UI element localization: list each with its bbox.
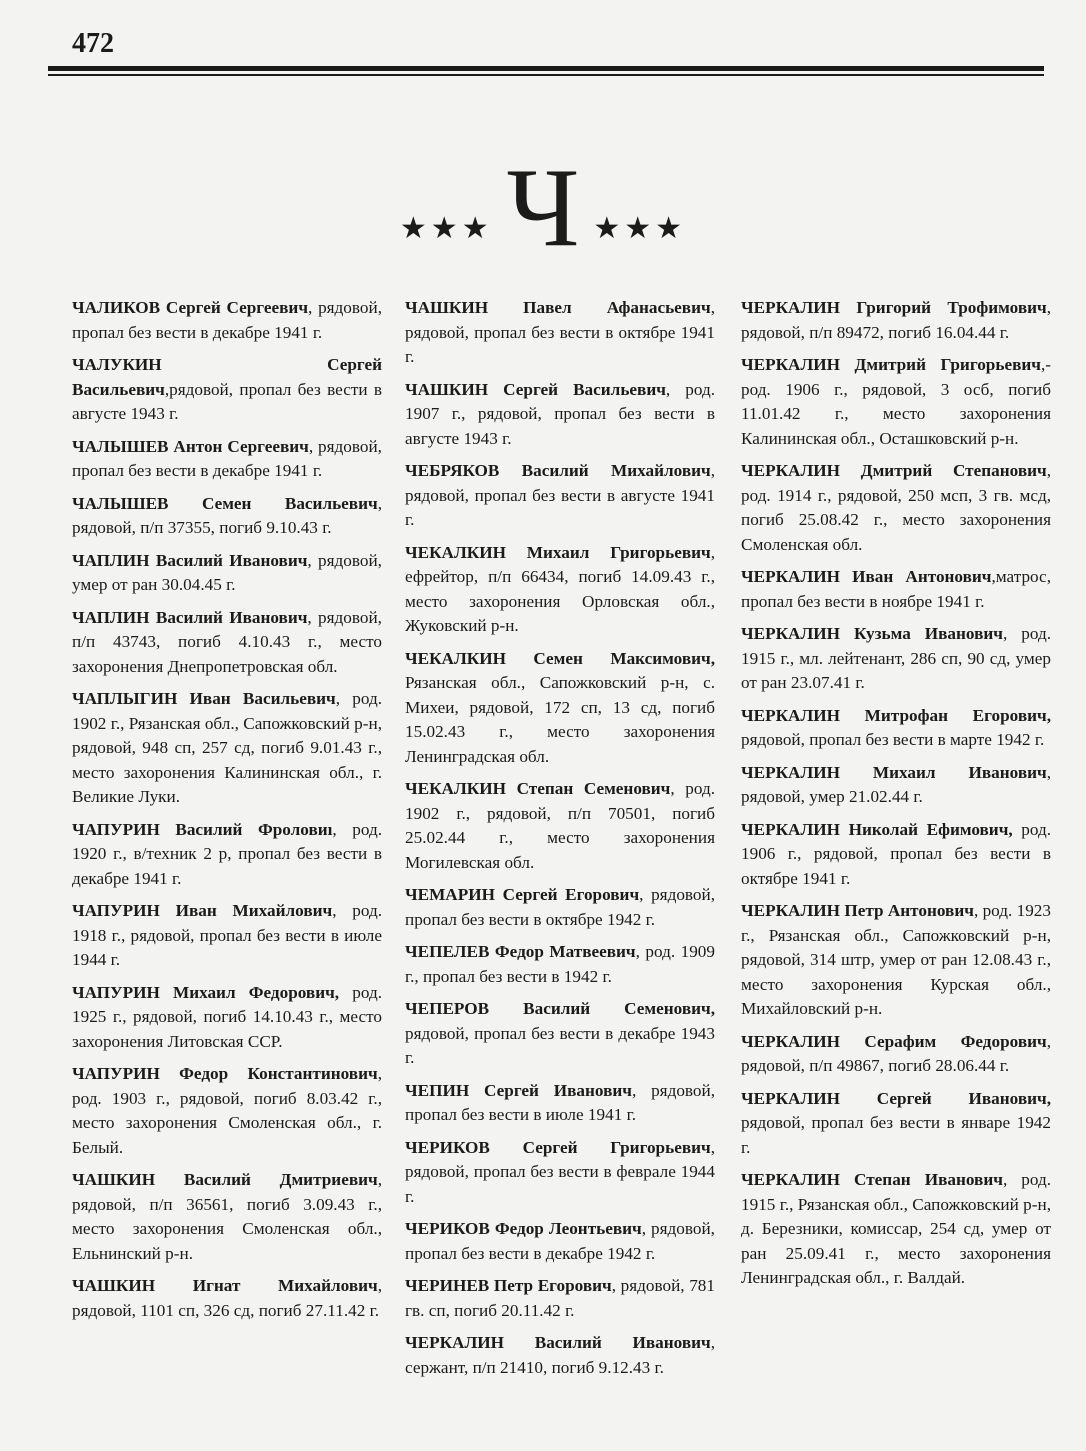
- entry: [72, 353, 382, 427]
- entry-details: ,- род. 1906 г., рядовой, 3 осб, погиб 11.01.42 г., место захоронения Калининская обл., Осташковский р-н.: [741, 355, 1051, 448]
- entry-name: ЧЕКАЛКИН Семен Максимович,: [405, 648, 715, 668]
- stars-right: ★★★: [593, 211, 687, 246]
- entry: [741, 761, 1051, 810]
- entry: [405, 647, 715, 770]
- entry-name: ЧЕРКАЛИН Серафим Федорович: [741, 1031, 1047, 1051]
- entry-name: ЧАПЛИН Василий Иванович: [72, 607, 308, 627]
- entry: [741, 459, 1051, 557]
- entry-name: ЧЕРИНЕВ Петр Егорович: [405, 1276, 612, 1295]
- entry: [72, 435, 382, 484]
- entry-name: ЧЕРКАЛИН Михаил Иванович: [741, 762, 1047, 782]
- entry-name: ЧЕРИКОВ Сергей Григорьевич: [405, 1137, 711, 1157]
- entry-details: , рядовой, 1101 сп, 326 сд, погиб 27.11.42 г.: [72, 1276, 382, 1320]
- entry-name: ЧАШКИН Сергей Васильевич: [405, 379, 666, 399]
- entry-name: ЧАЛУКИН Сергей Васильевич: [72, 355, 382, 399]
- entry: [72, 492, 382, 541]
- entry-details: , рядовой, пропал без вести в октябре 1942 г.: [405, 885, 715, 929]
- entry: [72, 606, 382, 680]
- entry-name: ЧЕРКАЛИН Кузьма Иванович: [741, 624, 1003, 643]
- column-3: [741, 296, 1051, 1299]
- entry-details: , род. 1902 г., рядовой, п/п 70501, погиб 25.02.44 г., место захоронения Могилевская обл.: [405, 779, 715, 872]
- entry-details: , рядовой, п/п 43743, погиб 4.10.43 г., место захоронения Днепропетровская обл.: [72, 607, 382, 676]
- entry-name: ЧАЛЫШЕВ Антон Сергеевич: [72, 436, 309, 456]
- entry-details: рядовой, пропал без вести в марте 1942 г.: [741, 730, 1045, 749]
- entry-details: , род. 1902 г., Рязанская обл., Сапожковский р-н, рядовой, 948 сп, 257 сд, погиб 9.01.43 г., место захоронения Калининская обл., г. Великие Луки.: [72, 689, 382, 806]
- entry-name: ЧЕРИКОВ Федор Леонтьевич: [405, 1219, 642, 1238]
- header-rule-thick: [48, 66, 1044, 71]
- entry: [72, 981, 382, 1055]
- entry-name: ЧАШКИН Павел Афанасьевич: [405, 298, 711, 317]
- entry-name: ЧЕПИН Сергей Иванович: [405, 1080, 632, 1100]
- entry: [72, 1062, 382, 1160]
- entry-details: , рядовой, пропал без вести в декабре 1941 г.: [72, 298, 382, 342]
- entry: [72, 549, 382, 598]
- entry-details: , род. 1914 г., рядовой, 250 мсп, 3 гв. мсд, погиб 25.08.42 г., место захоронения Смоленская обл.: [741, 461, 1051, 554]
- page-number: 472: [72, 28, 114, 59]
- entry-name: ЧЕРКАЛИН Петр Антонович: [741, 901, 974, 920]
- entry-details: , рядовой, пропал без вести в феврале 1944 г.: [405, 1137, 715, 1206]
- entry: [405, 883, 715, 932]
- entry-details: , рядовой, 781 гв. сп, погиб 20.11.42 г.: [405, 1276, 715, 1320]
- entry-name: ЧЕРКАЛИН Митрофан Егорович,: [741, 705, 1051, 725]
- entry: [405, 378, 715, 452]
- entry: [405, 997, 715, 1071]
- entry-details: , род. 1903 г., рядовой, погиб 8.03.42 г., место захоронения Смоленская обл., г. Белый.: [72, 1064, 382, 1157]
- entry-details: , род. 1918 г., рядовой, пропал без вести в июле 1944 г.: [72, 901, 383, 969]
- entry-details: , рядовой, умер 21.02.44 г.: [741, 762, 1051, 806]
- entry-details: , рядовой, п/п 89472, погиб 16.04.44 г.: [741, 298, 1051, 342]
- entry: [741, 622, 1051, 696]
- entry-details: , ефрейтор, п/п 66434, погиб 14.09.43 г., место захоронения Орловская обл., Жуковский р-н.: [405, 542, 715, 635]
- entry: [405, 1079, 715, 1128]
- entry-name: ЧЕРКАЛИН Дмитрий Григорьевич: [741, 355, 1041, 374]
- section-letter: Ч: [506, 146, 580, 270]
- entry-details: , рядовой, пропал без вести в декабре 1941 г.: [72, 436, 382, 480]
- entry: [405, 940, 715, 989]
- entry-name: ЧАЛИКОВ Сергей Сергеевич: [72, 298, 309, 317]
- entry: [741, 818, 1051, 892]
- entry: [405, 296, 715, 370]
- entry-name: ЧАПЛЫГИН Иван Васильевич: [72, 689, 336, 708]
- entry-name: ЧАПУРИН Федор Константинович: [72, 1064, 378, 1083]
- entry-details: , рядовой, умер от ран 30.04.45 г.: [72, 550, 382, 594]
- entry-details: ,матрос, пропал без вести в ноябре 1941 г.: [741, 567, 1051, 611]
- entry: [741, 296, 1051, 345]
- entry-name: ЧАПЛИН Василий Иванович: [72, 550, 308, 570]
- entry-details: , рядовой, пропал без вести в декабре 1942 г.: [405, 1219, 715, 1263]
- entry-details: , рядовой, п/п 36561, погиб 3.09.43 г., место захоронения Смоленская обл., Ельнинский р-н.: [72, 1170, 382, 1263]
- entry-name: ЧАШКИН Василий Дмитриевич: [72, 1170, 378, 1189]
- entry: [741, 704, 1051, 753]
- entry-details: род. 1925 г., рядовой, погиб 14.10.43 г., место захоронения Литовская ССР.: [72, 982, 382, 1051]
- entry: [405, 1274, 715, 1323]
- entry-details: , род. 1920 г., в/техник 2 р, пропал без вести в декабре 1941 г.: [72, 819, 383, 888]
- entry-name: ЧЕРКАЛИН Николай Ефимович,: [741, 819, 1013, 839]
- entry: [741, 353, 1051, 451]
- column-1: [72, 296, 382, 1331]
- entry-details: , род. 1923 г., Рязанская обл., Сапожковский р-н, рядовой, 314 штр, умер от ран 12.08.43 г., место захоронения Курская обл., Михайловский р-н.: [741, 901, 1051, 1018]
- entry: [741, 1168, 1051, 1291]
- entry-name: ЧЕРКАЛИН Григорий Трофимович: [741, 298, 1047, 317]
- stars-left: ★★★: [399, 211, 493, 246]
- entry: [741, 899, 1051, 1022]
- entry: [405, 1217, 715, 1266]
- entry-details: , род. 1915 г., Рязанская обл., Сапожковский р-н, д. Березники, комиссар, 254 сд, умер от ран 25.09.41 г., место захоронения Ленинградская обл., г. Валдай.: [741, 1170, 1052, 1287]
- entry: [72, 1168, 382, 1266]
- entry-name: ЧАШКИН Игнат Михайлович: [72, 1276, 378, 1295]
- entry-name: ЧЕРКАЛИН Иван Антонович: [741, 567, 992, 586]
- entry-name: ЧЕРКАЛИН Дмитрий Степанович: [741, 461, 1047, 480]
- entry: [741, 1030, 1051, 1079]
- entry-name: ЧЕКАЛКИН Степан Семенович: [405, 779, 671, 798]
- entry-name: ЧАПУРИН Василий Фроловиı: [72, 819, 333, 839]
- entry-details: , рядовой, пропал без вести в июле 1941 г.: [405, 1080, 715, 1124]
- entry-details: , сержант, п/п 21410, погиб 9.12.43 г.: [405, 1333, 715, 1377]
- entry-details: ,рядовой, пропал без вести в августе 1943 г.: [72, 379, 382, 423]
- column-2: [405, 296, 715, 1388]
- entry: [405, 1136, 715, 1210]
- entry-name: ЧАПУРИН Иван Михайлович: [72, 901, 333, 920]
- entry: [72, 296, 382, 345]
- entry-details: рядовой, пропал без вести в декабре 1943 г.: [405, 1023, 715, 1067]
- section-heading: [0, 146, 1086, 270]
- entry: [405, 541, 715, 639]
- entry-details: , рядовой, пропал без вести в августе 1941 г.: [405, 461, 715, 529]
- entry-name: ЧЕРКАЛИН Степан Иванович: [741, 1170, 1003, 1189]
- entry-details: Рязанская обл., Сапожковский р-н, с. Михеи, рядовой, 172 сп, 13 сд, погиб 15.02.43 г., место захоронения Ленинградская обл.: [405, 673, 715, 766]
- entry: [72, 687, 382, 810]
- entry-details: , род. 1915 г., мл. лейтенант, 286 сп, 90 сд, умер от ран 23.07.41 г.: [741, 624, 1052, 692]
- entry-name: ЧАПУРИН Михаил Федорович,: [72, 982, 340, 1002]
- entry-details: род. 1906 г., рядовой, пропал без вести в октябре 1941 г.: [741, 819, 1051, 888]
- entry-name: ЧЕКАЛКИН Михаил Григорьевич: [405, 542, 711, 562]
- entry: [72, 818, 382, 892]
- entry-name: ЧЕМАРИН Сергей Егорович: [405, 885, 640, 904]
- entry: [405, 1331, 715, 1380]
- entry: [405, 777, 715, 875]
- entry-name: ЧАЛЫШЕВ Семен Васильевич: [72, 493, 378, 513]
- entry-details: , род. 1909 г., пропал без вести в 1942 г.: [405, 942, 715, 986]
- entry: [741, 565, 1051, 614]
- entry-name: ЧЕРКАЛИН Сергей Иванович,: [741, 1088, 1051, 1108]
- entry-details: , рядовой, п/п 37355, погиб 9.10.43 г.: [72, 493, 382, 537]
- entry-details: рядовой, пропал без вести в январе 1942 г.: [741, 1113, 1051, 1157]
- entry-details: , рядовой, п/п 49867, погиб 28.06.44 г.: [741, 1031, 1051, 1075]
- entry-name: ЧЕПЕЛЕВ Федор Матвеевич: [405, 942, 636, 961]
- entry: [72, 1274, 382, 1323]
- entry-details: , род. 1907 г., рядовой, пропал без вести в августе 1943 г.: [405, 379, 715, 448]
- header-rule-thin: [48, 74, 1044, 76]
- entry: [72, 899, 382, 973]
- entry-name: ЧЕРКАЛИН Василий Иванович: [405, 1333, 711, 1352]
- entry: [741, 1087, 1051, 1161]
- entry-details: , рядовой, пропал без вести в октябре 1941 г.: [405, 298, 715, 366]
- entry-name: ЧЕБРЯКОВ Василий Михайлович: [405, 461, 711, 480]
- entry: [405, 459, 715, 533]
- entry-name: ЧЕПЕРОВ Василий Семенович,: [405, 999, 715, 1018]
